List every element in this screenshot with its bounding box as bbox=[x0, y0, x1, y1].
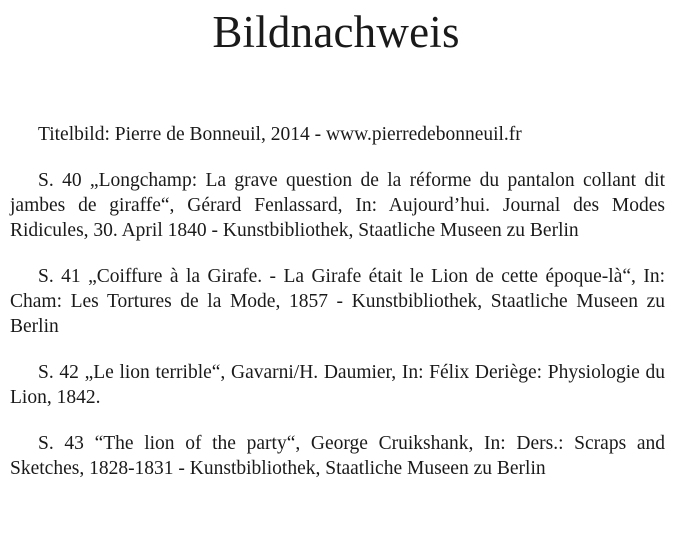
credit-entry-page-40: S. 40 „Longchamp: La grave question de la réforme du pantalon collant dit jambes de giraffe“, Gérard Fenlassard, In: Aujourd’hui. Journal des Modes Ridicules, 30. April 1840 - Kunstbibliothek, Staatliche Museen zu Berlin bbox=[10, 170, 665, 241]
image-credits-list bbox=[10, 122, 665, 481]
credit-entry-title-image: Titelbild: Pierre de Bonneuil, 2014 - www.pierredebonneuil.fr bbox=[38, 124, 522, 145]
credit-entry-page-42: S. 42 „Le lion terrible“, Gavarni/H. Daumier, In: Félix Deriège: Physiologie du Lion, 1842. bbox=[10, 362, 665, 408]
credit-entry-page-43: S. 43 “The lion of the party“, George Cruikshank, In: Ders.: Scraps and Sketches, 1828-1831 - Kunstbibliothek, Staatliche Museen zu Berlin bbox=[10, 433, 665, 479]
credit-entry-page-41: S. 41 „Coiffure à la Girafe. - La Girafe était le Lion de cette époque-là“, In: Cham: Les Tortures de la Mode, 1857 - Kunstbibliothek, Staatliche Museen zu Berlin bbox=[10, 266, 665, 337]
page-title: Bildnachweis bbox=[212, 7, 460, 57]
